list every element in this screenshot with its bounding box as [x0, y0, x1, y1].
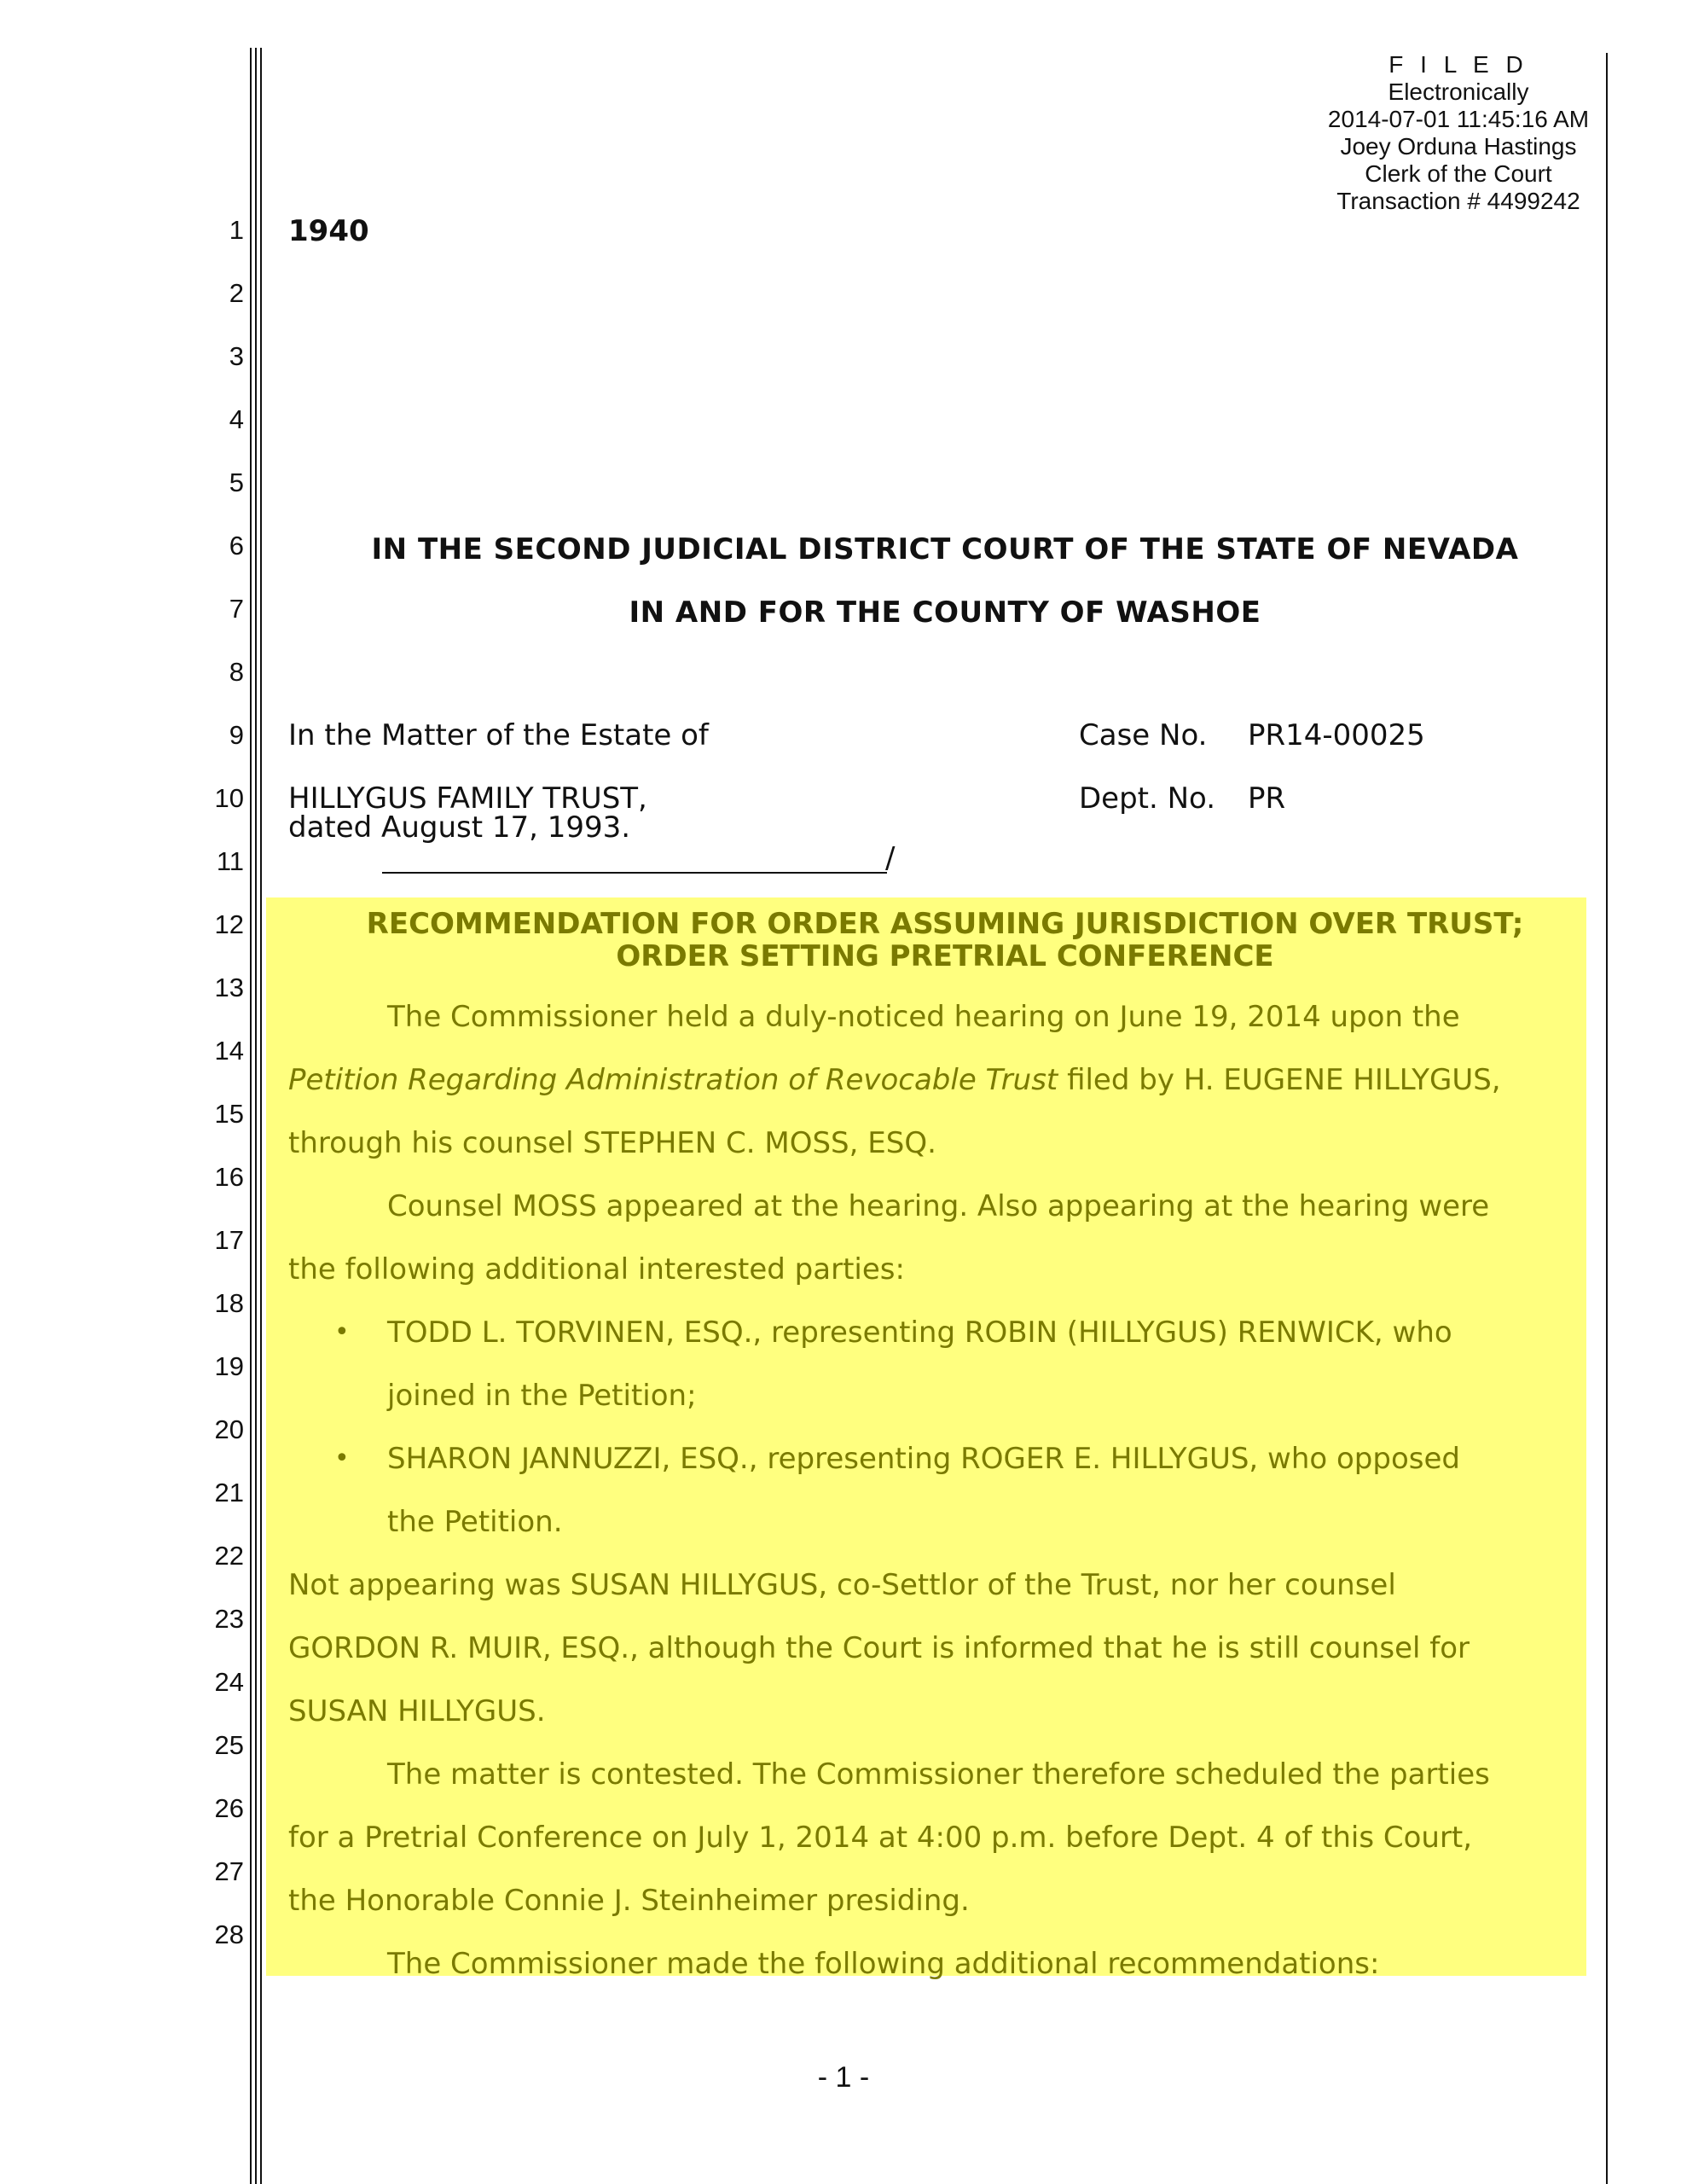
stamp-line: Joey Orduna Hastings	[1340, 133, 1577, 160]
bullet-line: TODD L. TORVINEN, ESQ., representing ROBIN (HILLYGUS) RENWICK, who	[387, 1316, 1452, 1350]
bullet-line: joined in the Petition;	[387, 1379, 697, 1413]
court-county: IN AND FOR THE COUNTY OF WASHOE	[629, 595, 1261, 630]
line-number: 18	[214, 1288, 244, 1318]
court-name: IN THE SECOND JUDICIAL DISTRICT COURT OF THE STATE OF NEVADA	[371, 532, 1519, 566]
paragraph-line	[288, 1063, 1593, 1097]
line-number: 5	[229, 468, 244, 497]
line-number: 10	[214, 783, 244, 813]
document-title	[288, 908, 1602, 973]
paragraph-line: Counsel MOSS appeared at the hearing. Also appearing at the hearing were	[387, 1189, 1490, 1223]
left-margin-rule	[250, 48, 252, 2184]
line-number: 11	[216, 846, 244, 876]
filed-stamp	[1237, 51, 1680, 215]
line-number: 26	[214, 1793, 244, 1823]
line-number: 25	[214, 1730, 244, 1760]
line-number: 13	[214, 973, 244, 1002]
bullet-marker: •	[334, 1443, 350, 1473]
line-number: 22	[214, 1541, 244, 1571]
line-number: 24	[214, 1667, 244, 1697]
stamp-line: 2014-07-01 11:45:16 AM	[1327, 106, 1590, 132]
paragraph-line: the following additional interested parties:	[288, 1252, 905, 1287]
bullet-line: SHARON JANNUZZI, ESQ., representing ROGER E. HILLYGUS, who opposed	[387, 1442, 1460, 1476]
paragraph-line: through his counsel STEPHEN C. MOSS, ESQ.	[288, 1126, 936, 1160]
line-number: 20	[214, 1414, 244, 1444]
stamp-line: Transaction # 4499242	[1336, 188, 1580, 214]
line-number: 4	[229, 404, 244, 434]
caption-slash: /	[885, 841, 896, 875]
page-number: - 1 -	[817, 2061, 870, 2094]
line-number: 7	[229, 594, 244, 624]
left-margin-rule	[260, 48, 262, 2184]
case-number-label: Case No.	[1079, 718, 1208, 752]
title-line: ORDER SETTING PRETRIAL CONFERENCE	[616, 939, 1274, 973]
title-line: RECOMMENDATION FOR ORDER ASSUMING JURISDICTION OVER TRUST;	[366, 907, 1524, 941]
line-number: 15	[214, 1099, 244, 1129]
case-number	[1079, 718, 1425, 752]
line-number: 14	[214, 1036, 244, 1066]
stamp-line: F I L E D	[1388, 51, 1528, 78]
stamp-line: Clerk of the Court	[1365, 160, 1552, 187]
document-code: 1940	[288, 214, 369, 248]
line-number: 12	[214, 909, 244, 939]
dept-number-label: Dept. No.	[1079, 781, 1216, 816]
line-number: 1	[229, 215, 244, 245]
dept-number	[1079, 781, 1286, 816]
dept-number-value: PR	[1248, 781, 1286, 816]
line-number: 17	[214, 1225, 244, 1255]
paragraph-line: SUSAN HILLYGUS.	[288, 1694, 546, 1728]
caption-matter: In the Matter of the Estate of	[288, 718, 709, 752]
line-number: 21	[214, 1478, 244, 1507]
petition-title: Petition Regarding Administration of Revocable Trust	[288, 1063, 1058, 1097]
line-number: 2	[229, 278, 244, 308]
paragraph-line: GORDON R. MUIR, ESQ., although the Court is informed that he is still counsel for	[288, 1631, 1470, 1665]
left-margin-rule	[255, 48, 257, 2184]
paragraph-line: The Commissioner held a duly-noticed hearing on June 19, 2014 upon the	[387, 1000, 1460, 1034]
highlighted-region	[266, 897, 1586, 1976]
line-number: 28	[214, 1920, 244, 1949]
right-margin-rule	[1606, 53, 1608, 2184]
paragraph-line: Not appearing was SUSAN HILLYGUS, co-Settlor of the Trust, nor her counsel	[288, 1568, 1396, 1602]
paragraph-text: filed by H. EUGENE HILLYGUS,	[1058, 1063, 1501, 1097]
stamp-line: Electronically	[1388, 78, 1529, 105]
caption-underline	[382, 872, 887, 874]
line-number: 23	[214, 1604, 244, 1634]
line-number: 3	[229, 341, 244, 371]
case-number-value: PR14-00025	[1248, 718, 1425, 752]
paragraph-line: the Honorable Connie J. Steinheimer presiding.	[288, 1884, 970, 1918]
line-number: 6	[229, 531, 244, 561]
paragraph-line: for a Pretrial Conference on July 1, 2014 at 4:00 p.m. before Dept. 4 of this Court,	[288, 1821, 1473, 1855]
caption-dated: dated August 17, 1993.	[288, 810, 631, 845]
line-number: 19	[214, 1351, 244, 1381]
line-number: 27	[214, 1856, 244, 1886]
caption-party: HILLYGUS FAMILY TRUST,	[288, 781, 647, 816]
paragraph-line: The matter is contested. The Commissioner therefore scheduled the parties	[387, 1757, 1490, 1792]
bullet-marker: •	[334, 1317, 350, 1347]
line-number: 9	[229, 720, 244, 750]
line-number: 8	[229, 657, 244, 687]
paragraph-line: The Commissioner made the following additional recommendations:	[387, 1947, 1380, 1981]
bullet-line: the Petition.	[387, 1505, 563, 1539]
line-number: 16	[214, 1162, 244, 1192]
